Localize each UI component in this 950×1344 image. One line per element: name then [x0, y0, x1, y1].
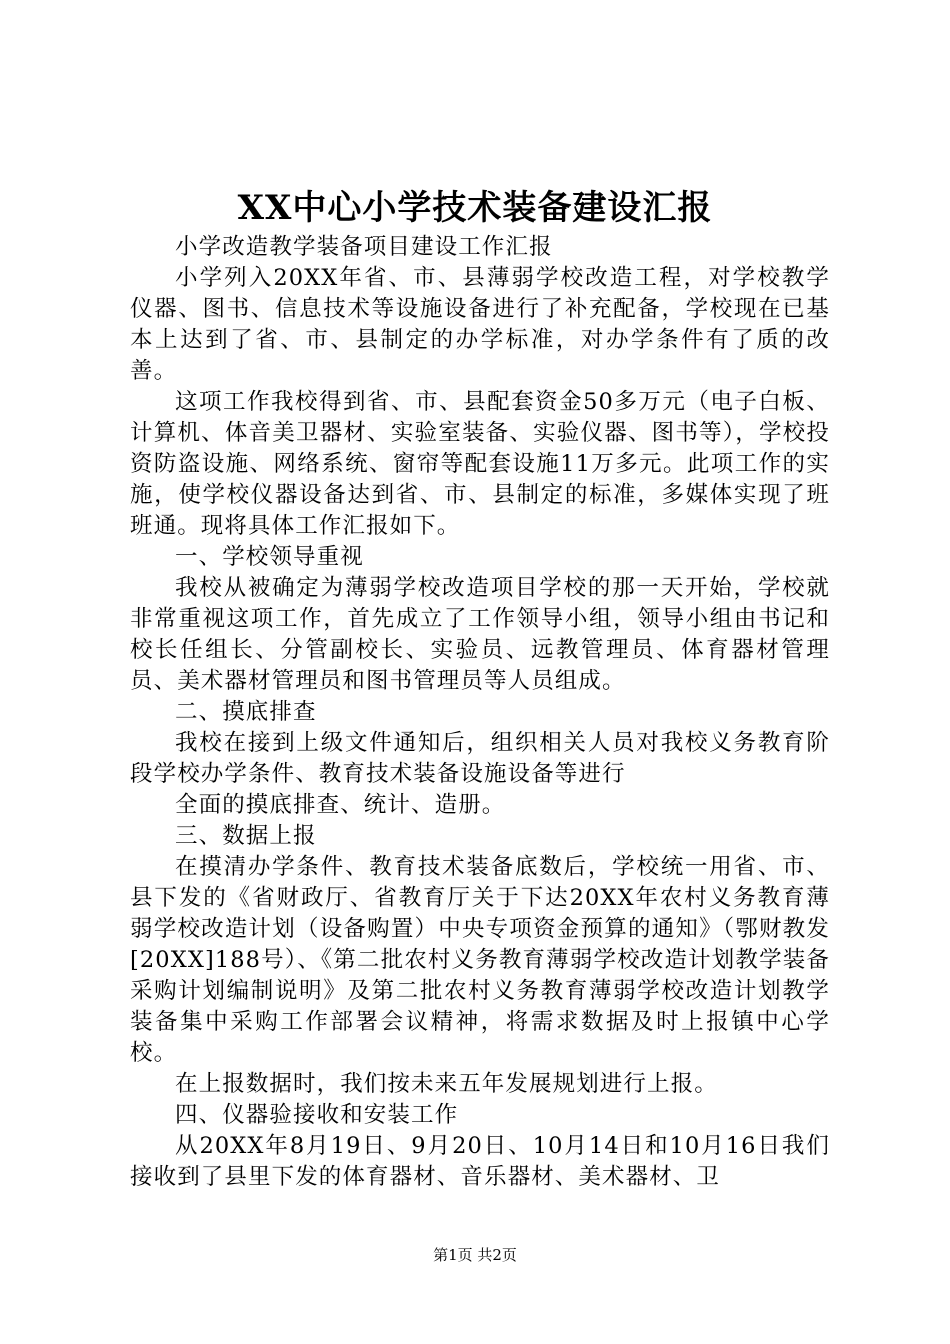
section-heading: 四、仪器验接收和安装工作	[175, 1102, 459, 1128]
section-heading: 三、数据上报	[175, 823, 317, 849]
document-body	[130, 232, 830, 1193]
paragraph: 在上报数据时，我们按未来五年发展规划进行上报。	[175, 1071, 718, 1097]
paragraph: 从20XX年8月19日、9月20日、10月14日和10月16日我们接收到了县里下发的体育器材、音乐器材、美术器材、卫	[130, 1133, 830, 1190]
section-heading: 一、学校领导重视	[175, 544, 364, 570]
paragraph: 在摸清办学条件、教育技术装备底数后，学校统一用省、市、县下发的《省财政厅、省教育厅关于下达20XX年农村义务教育薄弱学校改造计划（设备购置）中央专项资金预算的通知》（鄂财教发[20XX]188号）、《第二批农村义务教育薄弱学校改造计划教学装备采购计划编制说明》及第二批农村义务教育薄弱学校改造计划教学装备集中采购工作部署会议精神，将需求数据及时上报镇中心学校。	[130, 854, 830, 1066]
paragraph: 我校从被确定为薄弱学校改造项目学校的那一天开始，学校就非常重视这项工作，首先成立了工作领导小组，领导小组由书记和校长任组长、分管副校长、实验员、远教管理员、体育器材管理员、美术器材管理员和图书管理员等人员组成。	[130, 575, 830, 694]
paragraph: 这项工作我校得到省、市、县配套资金50多万元（电子白板、计算机、体音美卫器材、实验室装备、实验仪器、图书等），学校投资防盗设施、网络系统、窗帘等配套设施11万多元。此项工作的实施，使学校仪器设备达到省、市、县制定的标准，多媒体实现了班班通。现将具体工作汇报如下。	[130, 389, 830, 539]
section-heading: 二、摸底排查	[175, 699, 317, 725]
paragraph-subtitle: 小学改造教学装备项目建设工作汇报	[175, 234, 553, 260]
paragraph: 小学列入20XX年省、市、县薄弱学校改造工程，对学校教学仪器、图书、信息技术等设施设备进行了补充配备，学校现在已基本上达到了省、市、县制定的办学标准，对办学条件有了质的改善。	[130, 265, 830, 384]
paragraph: 我校在接到上级文件通知后，组织相关人员对我校义务教育阶段学校办学条件、教育技术装备设施设备等进行	[130, 730, 830, 787]
page-number: 第1页 共2页	[433, 1246, 517, 1264]
document-title: XX中心小学技术装备建设汇报	[237, 188, 713, 228]
paragraph: 全面的摸底排查、统计、造册。	[175, 792, 506, 818]
